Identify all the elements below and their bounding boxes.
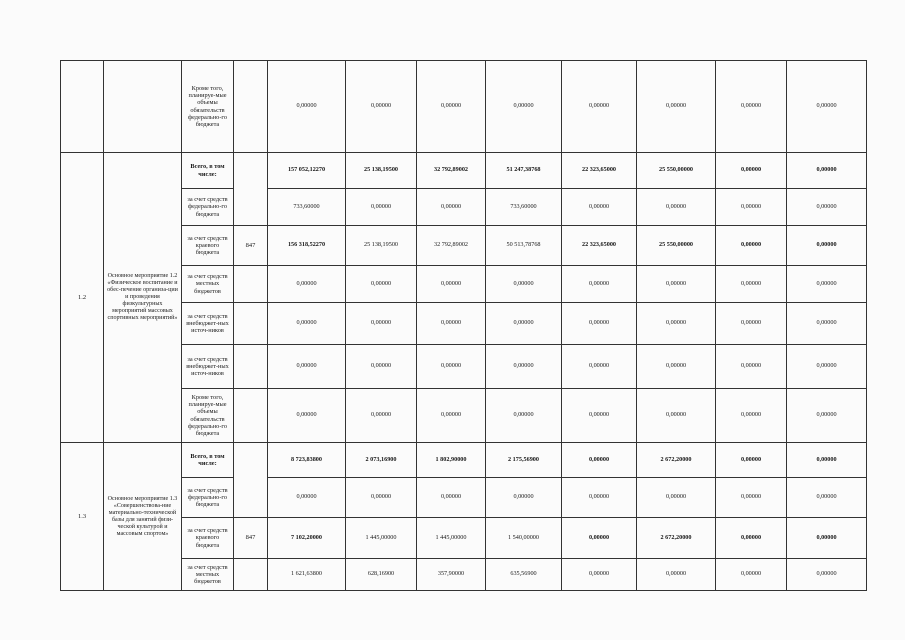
value-cell: 25 550,00000 bbox=[637, 153, 716, 189]
table-row bbox=[61, 478, 867, 518]
value-cell: 0,00000 bbox=[268, 478, 346, 518]
value-cell: 0,00000 bbox=[486, 389, 562, 443]
value-cell: 0,00000 bbox=[716, 61, 787, 153]
code-cell bbox=[234, 443, 268, 518]
funding-source-cell: за счет средств местных бюджетов bbox=[182, 266, 234, 303]
value-cell: 0,00000 bbox=[637, 559, 716, 591]
value-cell: 0,00000 bbox=[417, 61, 486, 153]
value-cell: 0,00000 bbox=[716, 443, 787, 478]
value-cell: 0,00000 bbox=[346, 389, 417, 443]
value-cell: 0,00000 bbox=[268, 61, 346, 153]
value-cell: 0,00000 bbox=[637, 61, 716, 153]
value-cell: 1 445,00000 bbox=[346, 518, 417, 559]
value-cell: 0,00000 bbox=[787, 153, 867, 189]
value-cell: 2 672,20000 bbox=[637, 518, 716, 559]
value-cell: 0,00000 bbox=[637, 478, 716, 518]
value-cell: 7 102,20000 bbox=[268, 518, 346, 559]
value-cell: 22 323,65000 bbox=[562, 226, 637, 266]
code-cell: 847 bbox=[234, 518, 268, 559]
value-cell: 0,00000 bbox=[417, 389, 486, 443]
funding-source-cell: за счет средств внебюджет-ных источ-ников bbox=[182, 303, 234, 345]
table-row bbox=[61, 443, 867, 478]
table-row bbox=[61, 226, 867, 266]
value-cell: 156 318,52270 bbox=[268, 226, 346, 266]
budget-table bbox=[60, 60, 867, 591]
value-cell: 0,00000 bbox=[486, 303, 562, 345]
table-row bbox=[61, 189, 867, 226]
value-cell: 50 513,78768 bbox=[486, 226, 562, 266]
funding-source-cell: Всего, в том числе: bbox=[182, 443, 234, 478]
value-cell: 0,00000 bbox=[716, 226, 787, 266]
value-cell: 0,00000 bbox=[268, 303, 346, 345]
code-cell bbox=[234, 345, 268, 389]
value-cell: 0,00000 bbox=[787, 478, 867, 518]
code-cell bbox=[234, 153, 268, 226]
value-cell: 0,00000 bbox=[346, 478, 417, 518]
value-cell: 0,00000 bbox=[346, 345, 417, 389]
value-cell: 0,00000 bbox=[787, 443, 867, 478]
value-cell: 0,00000 bbox=[716, 389, 787, 443]
value-cell: 0,00000 bbox=[787, 61, 867, 153]
funding-source-cell: Всего, в том числе: bbox=[182, 153, 234, 189]
event-name-cell: Основное мероприятие 1.2 «Физическое воспитание и обес-печение организа-ции и проведения физкультурных мероприятий массовых спортивных мероприятий» bbox=[104, 153, 182, 443]
value-cell: 0,00000 bbox=[562, 443, 637, 478]
value-cell: 2 073,16900 bbox=[346, 443, 417, 478]
value-cell: 0,00000 bbox=[268, 345, 346, 389]
value-cell: 0,00000 bbox=[562, 518, 637, 559]
value-cell: 0,00000 bbox=[787, 345, 867, 389]
value-cell: 0,00000 bbox=[787, 518, 867, 559]
table-row bbox=[61, 559, 867, 591]
value-cell: 0,00000 bbox=[716, 303, 787, 345]
code-cell bbox=[234, 303, 268, 345]
value-cell: 0,00000 bbox=[716, 266, 787, 303]
value-cell: 1 445,00000 bbox=[417, 518, 486, 559]
value-cell: 0,00000 bbox=[716, 189, 787, 226]
value-cell: 0,00000 bbox=[346, 303, 417, 345]
code-cell bbox=[234, 266, 268, 303]
funding-source-cell: за счет средств федерально-го бюджета bbox=[182, 478, 234, 518]
value-cell: 0,00000 bbox=[562, 478, 637, 518]
value-cell: 0,00000 bbox=[268, 266, 346, 303]
funding-source-cell: за счет средств федерально-го бюджета bbox=[182, 189, 234, 226]
value-cell: 0,00000 bbox=[417, 345, 486, 389]
code-cell: 847 bbox=[234, 226, 268, 266]
value-cell: 1 802,90000 bbox=[417, 443, 486, 478]
value-cell: 0,00000 bbox=[787, 189, 867, 226]
table-row bbox=[61, 389, 867, 443]
value-cell: 0,00000 bbox=[562, 189, 637, 226]
value-cell: 0,00000 bbox=[787, 389, 867, 443]
value-cell: 25 138,19500 bbox=[346, 226, 417, 266]
value-cell: 0,00000 bbox=[562, 266, 637, 303]
value-cell: 0,00000 bbox=[637, 303, 716, 345]
table-row bbox=[61, 61, 867, 153]
value-cell: 0,00000 bbox=[346, 189, 417, 226]
value-cell: 25 550,00000 bbox=[637, 226, 716, 266]
value-cell: 0,00000 bbox=[637, 266, 716, 303]
funding-source-cell: Кроме того, планируе-мые объемы обязательств федерально-го бюджета bbox=[182, 61, 234, 153]
value-cell: 157 052,12270 bbox=[268, 153, 346, 189]
value-cell: 2 672,20000 bbox=[637, 443, 716, 478]
code-cell bbox=[234, 61, 268, 153]
value-cell: 0,00000 bbox=[417, 189, 486, 226]
value-cell: 0,00000 bbox=[486, 345, 562, 389]
value-cell: 0,00000 bbox=[417, 266, 486, 303]
value-cell: 0,00000 bbox=[716, 345, 787, 389]
event-name-cell bbox=[104, 61, 182, 153]
value-cell: 0,00000 bbox=[562, 559, 637, 591]
table-row bbox=[61, 518, 867, 559]
value-cell: 0,00000 bbox=[346, 61, 417, 153]
value-cell: 0,00000 bbox=[787, 303, 867, 345]
value-cell: 2 175,56900 bbox=[486, 443, 562, 478]
value-cell: 733,60000 bbox=[268, 189, 346, 226]
code-cell bbox=[234, 389, 268, 443]
value-cell: 0,00000 bbox=[716, 153, 787, 189]
value-cell: 25 138,19500 bbox=[346, 153, 417, 189]
value-cell: 1 540,00000 bbox=[486, 518, 562, 559]
value-cell: 8 723,83800 bbox=[268, 443, 346, 478]
table-row bbox=[61, 303, 867, 345]
value-cell: 0,00000 bbox=[268, 389, 346, 443]
value-cell: 0,00000 bbox=[637, 189, 716, 226]
value-cell: 0,00000 bbox=[562, 303, 637, 345]
value-cell: 0,00000 bbox=[787, 226, 867, 266]
funding-source-cell: за счет средств местных бюджетов bbox=[182, 559, 234, 591]
value-cell: 0,00000 bbox=[637, 345, 716, 389]
value-cell: 0,00000 bbox=[562, 345, 637, 389]
value-cell: 0,00000 bbox=[637, 389, 716, 443]
row-index-cell bbox=[61, 61, 104, 153]
row-index-cell: 1.3 bbox=[61, 443, 104, 591]
value-cell: 0,00000 bbox=[486, 61, 562, 153]
row-index-cell: 1.2 bbox=[61, 153, 104, 443]
value-cell: 0,00000 bbox=[716, 518, 787, 559]
value-cell: 0,00000 bbox=[417, 303, 486, 345]
table-row bbox=[61, 266, 867, 303]
code-cell bbox=[234, 559, 268, 591]
value-cell: 628,16900 bbox=[346, 559, 417, 591]
value-cell: 0,00000 bbox=[486, 266, 562, 303]
value-cell: 32 792,89002 bbox=[417, 226, 486, 266]
value-cell: 0,00000 bbox=[346, 266, 417, 303]
value-cell: 0,00000 bbox=[787, 559, 867, 591]
value-cell: 0,00000 bbox=[417, 478, 486, 518]
funding-source-cell: за счет средств краевого бюджета bbox=[182, 226, 234, 266]
funding-source-cell: за счет средств внебюджет-ных источ-ников bbox=[182, 345, 234, 389]
value-cell: 51 247,38768 bbox=[486, 153, 562, 189]
value-cell: 32 792,89002 bbox=[417, 153, 486, 189]
event-name-cell: Основное мероприятие 1.3 «Совершенствова-ние материально-технической базы для занятий физи-ческой культурой и массовым спортом» bbox=[104, 443, 182, 591]
value-cell: 0,00000 bbox=[716, 559, 787, 591]
funding-source-cell: за счет средств краевого бюджета bbox=[182, 518, 234, 559]
value-cell: 22 323,65000 bbox=[562, 153, 637, 189]
table-row bbox=[61, 345, 867, 389]
funding-source-cell: Кроме того, планируе-мые объемы обязательств федерально-го бюджета bbox=[182, 389, 234, 443]
value-cell: 0,00000 bbox=[716, 478, 787, 518]
value-cell: 1 621,63800 bbox=[268, 559, 346, 591]
value-cell: 635,56900 bbox=[486, 559, 562, 591]
value-cell: 733,60000 bbox=[486, 189, 562, 226]
table-row bbox=[61, 153, 867, 189]
value-cell: 357,90000 bbox=[417, 559, 486, 591]
value-cell: 0,00000 bbox=[787, 266, 867, 303]
table-body bbox=[61, 61, 867, 591]
value-cell: 0,00000 bbox=[486, 478, 562, 518]
value-cell: 0,00000 bbox=[562, 61, 637, 153]
value-cell: 0,00000 bbox=[562, 389, 637, 443]
